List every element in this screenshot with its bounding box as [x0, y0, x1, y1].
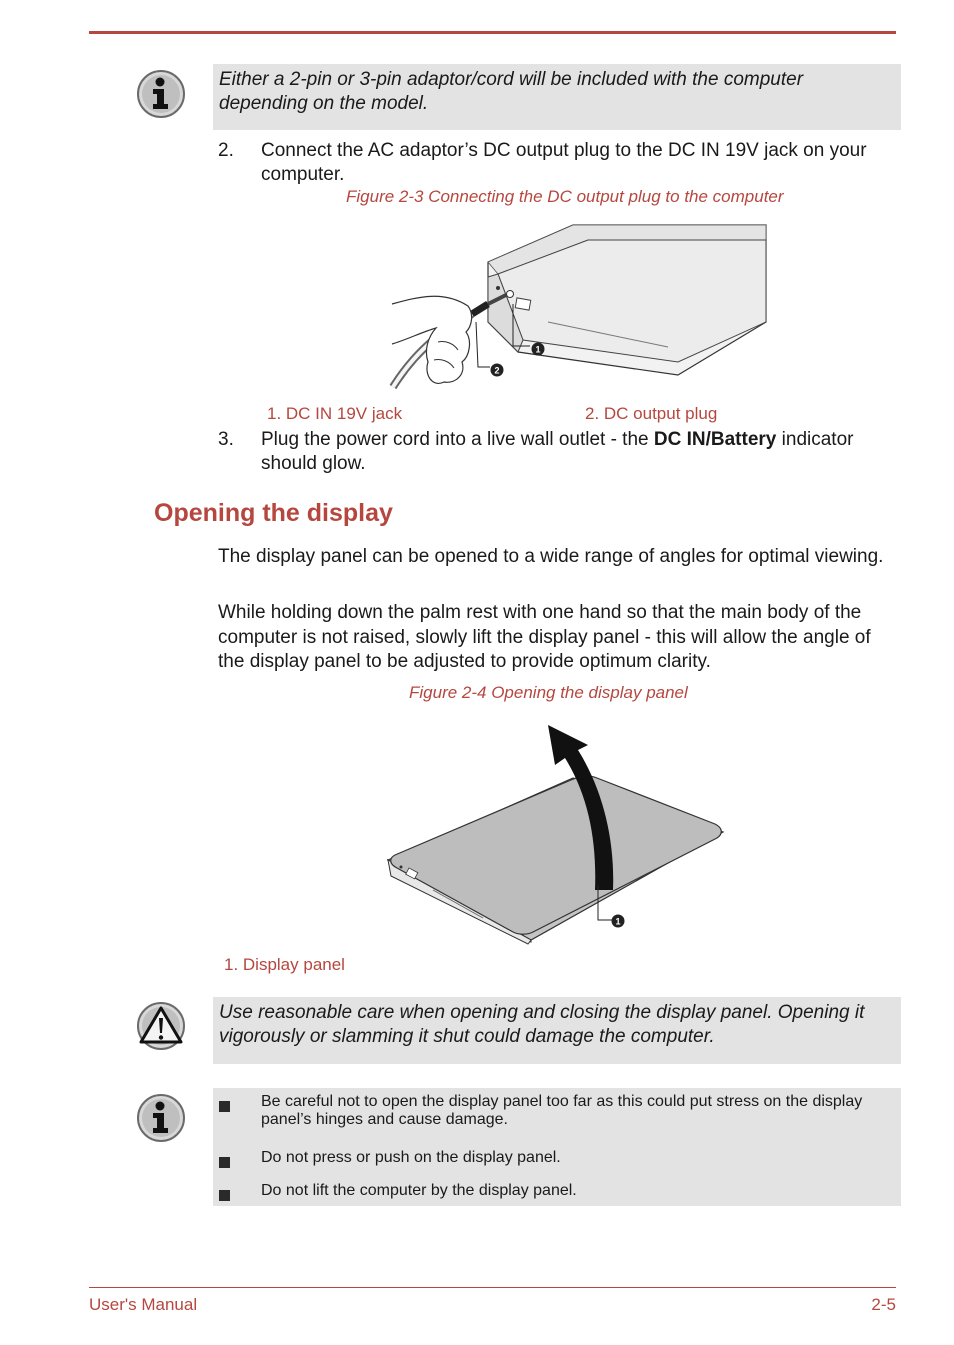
callout-label: 1: [615, 916, 621, 927]
callout-label: 1: [535, 344, 541, 355]
legend-item: 2. DC output plug: [585, 404, 718, 423]
callout-label: 2: [494, 365, 500, 376]
step-text: Plug the power cord into a live wall outlet - the DC IN/Battery indicator should glow.: [261, 429, 854, 474]
display-open-illustration: [383, 720, 728, 945]
callout-1-marker: [611, 914, 625, 928]
step-3: [218, 428, 898, 476]
legend-item: 1. Display panel: [224, 955, 345, 974]
step-number: 2.: [218, 140, 234, 161]
bullet-square: [219, 1101, 230, 1112]
legend-item: 1. DC IN 19V jack: [267, 404, 403, 423]
list-item-text: Do not press or push on the display panel.: [261, 1149, 561, 1166]
note-text: Either a 2-pin or 3-pin adaptor/cord will be included with the computer depending on the model.: [219, 69, 804, 114]
step-2: [218, 139, 898, 187]
dc-plug-illustration: [388, 222, 768, 397]
note-box: [213, 1088, 901, 1206]
figure-caption: Figure 2-3 Connecting the DC output plug to the computer: [346, 187, 784, 206]
header-rule: [89, 31, 896, 34]
list-item-text: Do not lift the computer by the display panel.: [261, 1182, 577, 1199]
footer-rule: [89, 1287, 896, 1288]
warning-text: Use reasonable care when opening and closing the display panel. Opening it vigorously or slamming it shut could damage the computer.: [219, 1002, 865, 1047]
paragraph: While holding down the palm rest with one hand so that the main body of the computer is not raised, slowly lift the display panel - this will allow the angle of the display panel to be adjusted to provide optimum clarity.: [218, 602, 871, 672]
paragraph: The display panel can be opened to a wide range of angles for optimal viewing.: [218, 546, 884, 567]
footer-manual-title: User's Manual: [89, 1295, 198, 1314]
list-item-text: Be careful not to open the display panel too far as this could put stress on the display panel’s hinges and cause damage.: [261, 1093, 863, 1128]
bullet-square: [219, 1157, 230, 1168]
figure-caption: Figure 2-4 Opening the display panel: [409, 683, 688, 702]
page-number: 2-5: [871, 1295, 896, 1314]
note-box: [213, 64, 901, 130]
bullet-square: [219, 1190, 230, 1201]
callout-1-marker: [531, 342, 545, 356]
section-heading: Opening the display: [154, 499, 393, 527]
warning-box: [213, 997, 901, 1064]
info-icon: [135, 1092, 187, 1144]
warning-icon: [135, 1000, 187, 1052]
step-text: Connect the AC adaptor’s DC output plug to the DC IN 19V jack on your computer.: [261, 140, 867, 185]
indicator-name: DC IN/Battery: [653, 429, 777, 450]
callout-2-marker: [490, 363, 504, 377]
info-icon: [135, 68, 187, 120]
step-number: 3.: [218, 429, 234, 450]
